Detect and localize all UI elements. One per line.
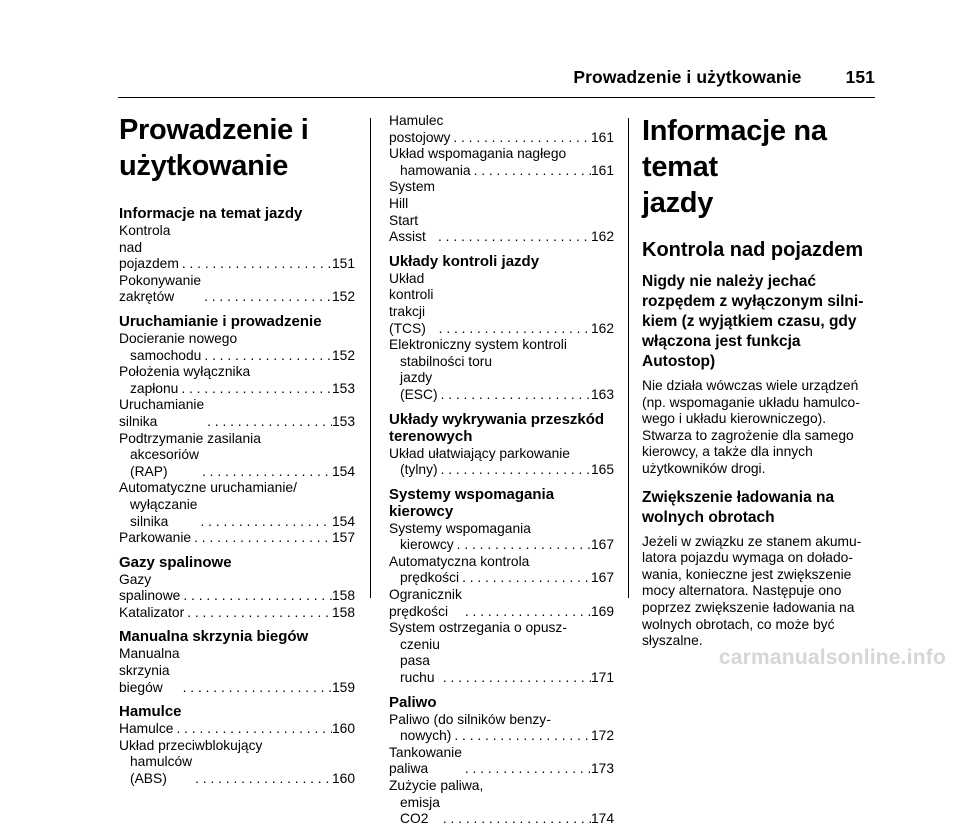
toc-column-2 <box>389 112 614 828</box>
dot-leader <box>201 348 332 365</box>
dot-leader <box>462 604 591 621</box>
dot-leader <box>462 761 591 778</box>
toc-entry-page: 172 <box>590 728 614 744</box>
toc-entry-page: 167 <box>590 537 614 553</box>
dot-leader <box>438 462 591 479</box>
toc-entry-page: 161 <box>590 162 614 178</box>
text-line: mocy alternatora. Następuje ono <box>642 583 842 599</box>
toc-section-heading: Informacje na temat jazdy <box>119 205 303 222</box>
toc-entry-page: 160 <box>331 771 355 787</box>
dot-leader <box>191 530 332 547</box>
toc-entry-label: kierowcy <box>400 537 454 553</box>
toc-section-heading: Systemy wspomagania kierowcy <box>389 485 555 520</box>
toc-entry-label: wyłączanie silnika <box>130 496 198 529</box>
toc-entry-label: akcesoriów (RAP) <box>130 447 200 479</box>
toc-entry-page: 152 <box>331 347 355 363</box>
toc-entry[interactable] <box>389 370 614 403</box>
toc-entry[interactable] <box>119 605 355 622</box>
toc-entry-page: 162 <box>590 229 614 245</box>
text-line: wego i układu kierowniczego). <box>642 411 827 427</box>
subsection-title: Kontrola nad pojazdem <box>642 239 864 261</box>
dot-leader <box>440 811 591 828</box>
toc-entry-page: 167 <box>590 570 614 586</box>
toc-entry-label: Układ kontroli trakcji (TCS) <box>389 270 434 336</box>
dot-leader <box>440 670 591 687</box>
dot-leader <box>180 680 332 697</box>
toc-entry[interactable] <box>389 728 614 745</box>
running-header <box>0 67 875 88</box>
toc-entry[interactable] <box>119 530 355 547</box>
toc-entries <box>389 113 614 246</box>
toc-entry-page: 174 <box>590 811 614 827</box>
text-line: Zwiększenie ładowania na <box>642 488 835 506</box>
toc-entry-page: 171 <box>590 670 614 686</box>
toc-entry[interactable] <box>119 497 355 530</box>
toc-entries <box>389 521 614 687</box>
text-line: wolnych obrotach <box>642 508 775 526</box>
toc-column-1 <box>119 112 355 788</box>
toc-entry-page: 157 <box>331 530 355 546</box>
toc-entries <box>119 223 355 306</box>
toc-entry[interactable] <box>119 397 355 430</box>
toc-entries <box>119 646 355 696</box>
toc-entry-label: jazdy (ESC) <box>400 370 438 402</box>
toc-entry-label: zapłonu <box>130 380 179 396</box>
dot-leader <box>204 414 332 431</box>
toc-entry-page: 154 <box>331 463 355 479</box>
text-line: włączona jest funkcja <box>642 333 801 350</box>
toc-entry-page: 153 <box>331 413 355 429</box>
toc-list <box>389 113 614 828</box>
toc-entry-label: Kontrola nad pojazdem <box>119 223 179 272</box>
toc-entry-page: 160 <box>331 721 355 737</box>
toc-entry-label: System Hill Start Assist <box>389 179 435 245</box>
toc-entry-line: Podtrzymanie zasilania <box>119 430 261 446</box>
text-line: Jeżeli w związku ze stanem akumu- <box>642 533 862 549</box>
toc-entry[interactable] <box>389 587 614 620</box>
text-line: słyszalne. <box>642 633 703 649</box>
toc-entry-page: 153 <box>331 380 355 396</box>
toc-entry[interactable] <box>389 113 614 146</box>
toc-entry-line: Zużycie paliwa, <box>389 778 484 793</box>
dot-leader <box>180 588 332 605</box>
toc-entry-page: 158 <box>331 588 355 604</box>
toc-entry-line: Układ wspomagania nagłego <box>389 146 567 162</box>
watermark: carmanualsonline.info <box>718 646 946 669</box>
toc-entry-label: Parkowanie <box>119 530 192 546</box>
dot-leader <box>179 256 332 273</box>
header-divider <box>118 97 875 98</box>
idle-charging-paragraph <box>642 534 874 650</box>
toc-section-heading: Hamulce <box>119 703 182 721</box>
toc-entry-label: Ogranicznik prędkości <box>389 587 462 619</box>
toc-entry-page: 151 <box>331 256 355 272</box>
section-title-line-1: Informacje na temat <box>642 115 827 183</box>
toc-entry-label: prędkości <box>400 570 460 586</box>
section-title <box>642 113 874 221</box>
toc-entry[interactable] <box>389 745 614 778</box>
toc-entry[interactable] <box>119 348 355 365</box>
toc-entry-label: Hamulce <box>119 721 174 737</box>
toc-entry-line: stabilności toru <box>400 353 493 369</box>
toc-entry-page: 173 <box>590 761 614 777</box>
toc-entries <box>389 271 614 404</box>
toc-entry-line: Układ ułatwiający parkowanie <box>389 445 570 461</box>
content-column <box>642 112 874 660</box>
text-line: latora pojazdu wymaga on dołado- <box>642 550 853 566</box>
dot-leader <box>178 381 332 398</box>
text-line: poprzez zwiększenie ładowania na <box>642 599 855 615</box>
dot-leader <box>450 130 591 147</box>
toc-entry[interactable] <box>119 754 355 787</box>
column-divider-1 <box>370 118 371 598</box>
text-line: użytkowników drogi. <box>642 460 766 476</box>
toc-entry-label: (tylny) <box>400 462 438 478</box>
header-title: Prowadzenie i użytkowanie <box>573 67 802 87</box>
toc-section-heading: Gazy spalinowe <box>119 553 232 571</box>
toc-entry-page: 162 <box>590 320 614 336</box>
page-number: 151 <box>845 67 875 87</box>
toc-entry-page: 165 <box>590 462 614 478</box>
toc-entry[interactable] <box>119 381 355 398</box>
toc-section-heading: Paliwo <box>389 693 437 711</box>
toc-section-heading: Uruchamianie i prowadzenie <box>119 312 322 330</box>
toc-entry-line: Automatyczna kontrola <box>389 553 530 569</box>
dot-leader <box>192 771 332 788</box>
toc-entry-label: hamowania <box>400 162 471 178</box>
toc-entry-page: 154 <box>331 513 355 529</box>
toc-entry[interactable] <box>389 271 614 337</box>
text-line: kierowcy, a także dla innych <box>642 444 813 460</box>
chapter-title <box>119 112 355 184</box>
section-title-line-2: jazdy <box>642 187 714 219</box>
toc-entries <box>119 721 355 787</box>
toc-entry-label: hamulców (ABS) <box>130 754 193 787</box>
toc-entry[interactable] <box>389 462 614 479</box>
dot-leader <box>436 321 591 338</box>
toc-entries <box>119 331 355 547</box>
dot-leader <box>438 387 591 404</box>
toc-entry-label: nowych) <box>400 728 452 744</box>
chapter-title-line-2: użytkowanie <box>119 150 289 182</box>
dot-leader <box>199 464 332 481</box>
toc-entry[interactable] <box>389 537 614 554</box>
toc-entry[interactable] <box>389 163 614 180</box>
idle-charging-heading <box>642 488 874 528</box>
chapter-title-line-1: Prowadzenie i <box>119 114 309 146</box>
toc-entry-line: Układ przeciwblokujący <box>119 737 263 753</box>
toc-entry-page: 152 <box>331 289 355 305</box>
toc-entry[interactable] <box>119 223 355 273</box>
toc-entry[interactable] <box>119 572 355 605</box>
toc-entry[interactable] <box>119 273 355 306</box>
dot-leader <box>459 570 591 587</box>
text-line: Autostop) <box>642 353 716 370</box>
dot-leader <box>454 537 591 554</box>
toc-entry-page: 159 <box>331 679 355 695</box>
dot-leader <box>184 605 332 622</box>
text-line: (np. wspomaganie układu hamulco- <box>642 394 860 410</box>
text-line: Stwarza to zagrożenie dla samego <box>642 427 854 443</box>
text-line: wolnych obrotach, co może być <box>642 616 835 632</box>
toc-section-heading: Układy wykrywania przeszkód terenowych <box>389 410 605 445</box>
toc-entry-line: System ostrzegania o opusz- <box>389 620 567 636</box>
text-line: rozpędem z wyłączonym silni- <box>642 293 864 310</box>
toc-entry-label: samochodu <box>130 347 202 363</box>
toc-entry-label: Hamulec postojowy <box>389 113 451 145</box>
toc-entry-label: Gazy spalinowe <box>119 571 181 604</box>
text-line: Nie działa wówczas wiele urządzeń <box>642 378 859 393</box>
toc-entry[interactable] <box>389 570 614 587</box>
toc-entry-page: 163 <box>590 386 614 402</box>
dot-leader <box>173 721 332 738</box>
toc-entry-label: Manualna skrzynia biegów <box>119 646 180 695</box>
toc-section-heading: Manualna skrzynia biegów <box>119 628 309 646</box>
toc-list <box>119 205 355 788</box>
dot-leader <box>451 728 591 745</box>
toc-entry-label: czeniu pasa ruchu <box>400 636 440 686</box>
toc-section-heading: Układy kontroli jazdy <box>389 252 540 270</box>
toc-entries <box>119 572 355 622</box>
warning-heading <box>642 272 874 372</box>
toc-entry[interactable] <box>389 179 614 245</box>
text-line: kiem (z wyjątkiem czasu, gdy <box>642 313 857 330</box>
toc-entry[interactable] <box>389 637 614 687</box>
toc-entry-label: Pokonywanie zakrętów <box>119 272 202 305</box>
toc-entry-label: emisja CO2 <box>400 794 440 827</box>
dot-leader <box>201 289 332 306</box>
text-line: wania, konieczne jest zwiększenie <box>642 566 852 582</box>
toc-entry-page: 161 <box>590 129 614 145</box>
warning-paragraph <box>642 378 874 478</box>
toc-entry[interactable] <box>119 721 355 738</box>
toc-entry-line: Elektroniczny system kontroli <box>389 337 567 353</box>
toc-entry-line: Docieranie nowego <box>119 330 238 346</box>
toc-entry-label: Tankowanie paliwa <box>389 744 462 777</box>
toc-entry-page: 158 <box>331 604 355 620</box>
toc-entry-line: Systemy wspomagania <box>389 520 531 536</box>
toc-entry-label: Katalizator <box>119 604 185 620</box>
toc-entry-line: Położenia wyłącznika <box>119 364 251 380</box>
toc-entries <box>389 712 614 828</box>
toc-entry[interactable] <box>119 447 355 480</box>
toc-entries <box>389 446 614 479</box>
dot-leader <box>435 229 591 246</box>
toc-entry-page: 169 <box>590 603 614 619</box>
dot-leader <box>197 514 331 531</box>
toc-entry[interactable] <box>119 646 355 696</box>
toc-entry-line: Automatyczne uruchamianie/ <box>119 480 297 496</box>
text-line: Nigdy nie należy jechać <box>642 273 817 290</box>
toc-entry-label: Uruchamianie silnika <box>119 397 205 429</box>
toc-entry[interactable] <box>389 795 614 828</box>
column-divider-2 <box>628 118 629 598</box>
dot-leader <box>471 163 591 180</box>
toc-entry-line: Paliwo (do silników benzy- <box>389 711 551 727</box>
